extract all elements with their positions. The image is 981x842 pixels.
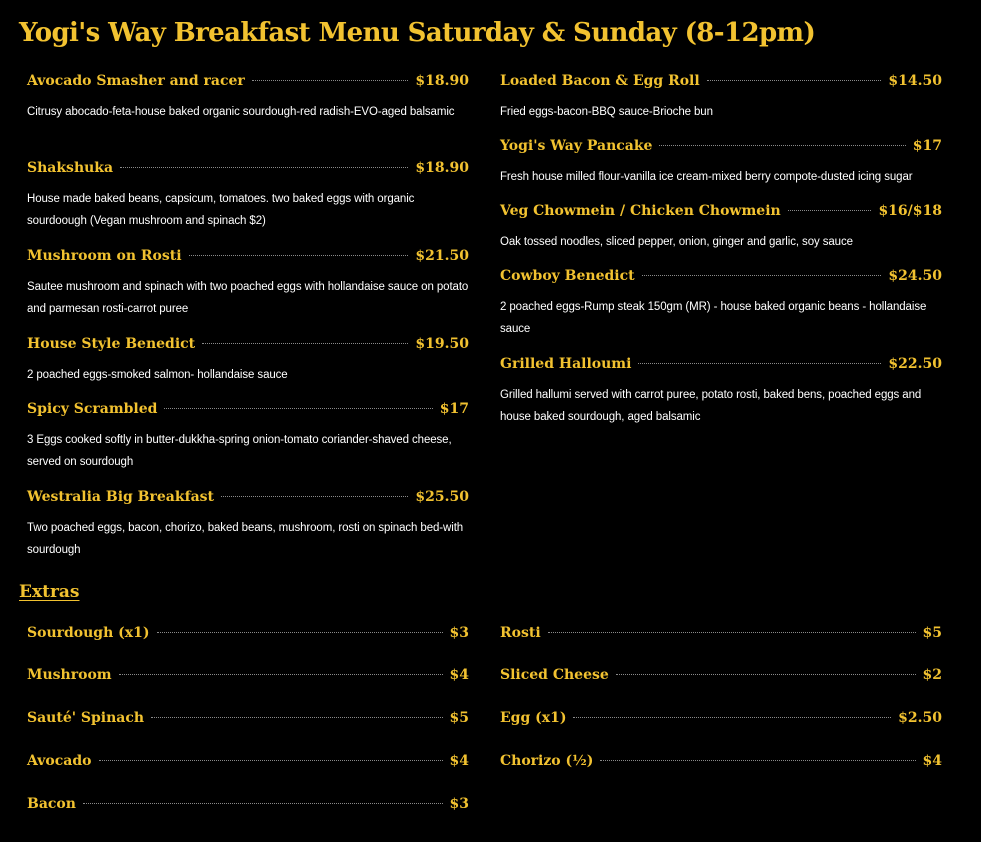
item-name: Shakshuka (27, 160, 114, 176)
item-price: $25.50 (415, 489, 469, 505)
dotted-leader (600, 760, 915, 761)
item-name: Veg Chowmein / Chicken Chowmein (500, 203, 781, 219)
extra-name: Bacon (27, 796, 76, 812)
dotted-leader (99, 760, 443, 761)
extra-price: $3 (449, 796, 469, 812)
menu-title: Yogi's Way Breakfast Menu Saturday & Sunday (8-12pm) (19, 18, 816, 48)
extra-name: Egg (x1) (500, 710, 567, 726)
dotted-leader (573, 717, 891, 718)
item-name: House Style Benedict (27, 336, 196, 352)
extra-item (27, 667, 469, 687)
menu-item (500, 203, 942, 253)
item-description: Grilled hallumi served with carrot puree, potato rosti, baked bens, poached eggs and house baked sourdough, aged balsamic (500, 389, 922, 423)
item-name: Mushroom on Rosti (27, 248, 182, 264)
item-name: Spicy Scrambled (27, 401, 158, 417)
item-description: 3 Eggs cooked softly in butter-dukkha-spring onion-tomato coriander-shaved cheese, served on sourdough (27, 434, 452, 468)
dotted-leader (221, 496, 408, 497)
extra-item (500, 753, 942, 773)
item-description: Two poached eggs, bacon, chorizo, baked beans, mushroom, rosti on spinach bed-with sourdough (27, 522, 464, 556)
item-name: Cowboy Benedict (500, 268, 635, 284)
dotted-leader (120, 167, 408, 168)
item-description: Fresh house milled flour-vanilla ice cream-mixed berry compote-dusted icing sugar (500, 171, 913, 183)
dotted-leader (616, 674, 916, 675)
item-price: $17 (439, 401, 469, 417)
extra-item (500, 667, 942, 687)
dotted-leader (83, 803, 443, 804)
item-description: Sautee mushroom and spinach with two poached eggs with hollandaise sauce on potato and parmesan rosti-carrot puree (27, 281, 469, 315)
menu-item (27, 160, 469, 232)
item-description: Fried eggs-bacon-BBQ sauce-Brioche bun (500, 106, 713, 118)
menu-item (500, 268, 942, 340)
dotted-leader (151, 717, 442, 718)
extra-name: Mushroom (27, 667, 112, 683)
extra-name: Sauté' Spinach (27, 710, 145, 726)
item-price: $18.90 (415, 73, 469, 89)
menu-item (27, 336, 469, 386)
menu-item (27, 248, 469, 320)
extra-price: $5 (922, 625, 942, 641)
item-description: 2 poached eggs-Rump steak 150gm (MR) - house baked organic beans - hollandaise sauce (500, 301, 927, 335)
extra-price: $4 (449, 667, 469, 683)
dotted-leader (252, 80, 409, 81)
extra-price: $5 (449, 710, 469, 726)
extra-name: Chorizo (½) (500, 753, 594, 769)
item-description: Oak tossed noodles, sliced pepper, onion, ginger and garlic, soy sauce (500, 236, 853, 248)
menu-item (27, 489, 469, 561)
extra-price: $3 (449, 625, 469, 641)
item-name: Avocado Smasher and racer (27, 73, 245, 89)
item-description: 2 poached eggs-smoked salmon- hollandaise sauce (27, 369, 288, 381)
menu-item (27, 401, 469, 473)
dotted-leader (788, 210, 872, 211)
extra-item (27, 625, 469, 645)
item-price: $24.50 (888, 268, 942, 284)
dotted-leader (119, 674, 443, 675)
extra-name: Sliced Cheese (500, 667, 609, 683)
dotted-leader (642, 275, 882, 276)
extra-name: Sourdough (x1) (27, 625, 150, 641)
extra-item (500, 710, 942, 730)
item-price: $18.90 (415, 160, 469, 176)
extra-item (27, 753, 469, 773)
item-price: $22.50 (888, 356, 942, 372)
dotted-leader (164, 408, 432, 409)
dotted-leader (189, 255, 409, 256)
item-price: $19.50 (415, 336, 469, 352)
item-price: $21.50 (415, 248, 469, 264)
dotted-leader (157, 632, 443, 633)
dotted-leader (659, 145, 905, 146)
dotted-leader (548, 632, 916, 633)
extra-price: $4 (449, 753, 469, 769)
dotted-leader (707, 80, 882, 81)
extra-price: $2 (922, 667, 942, 683)
item-name: Westralia Big Breakfast (27, 489, 215, 505)
item-price: $14.50 (888, 73, 942, 89)
menu-item (500, 356, 942, 428)
item-price: $17 (912, 138, 942, 154)
menu-item (500, 138, 942, 188)
item-name: Grilled Halloumi (500, 356, 632, 372)
dotted-leader (638, 363, 881, 364)
extra-item (500, 625, 942, 645)
item-name: Yogi's Way Pancake (500, 138, 653, 154)
extra-name: Rosti (500, 625, 541, 641)
item-description: Citrusy abocado-feta-house baked organic sourdough-red radish-EVO-aged balsamic (27, 106, 455, 118)
item-price: $16/$18 (878, 203, 942, 219)
extra-item (27, 710, 469, 730)
menu-item (27, 73, 469, 123)
item-description: House made baked beans, capsicum, tomatoes. two baked eggs with organic sourdoough (Vegan mushroom and spinach $2) (27, 193, 415, 227)
extra-name: Avocado (27, 753, 92, 769)
menu-item (500, 73, 942, 123)
extra-price: $2.50 (898, 710, 942, 726)
dotted-leader (202, 343, 408, 344)
item-name: Loaded Bacon & Egg Roll (500, 73, 700, 89)
extras-heading: Extras (19, 582, 80, 602)
extra-price: $4 (922, 753, 942, 769)
extra-item (27, 796, 469, 816)
